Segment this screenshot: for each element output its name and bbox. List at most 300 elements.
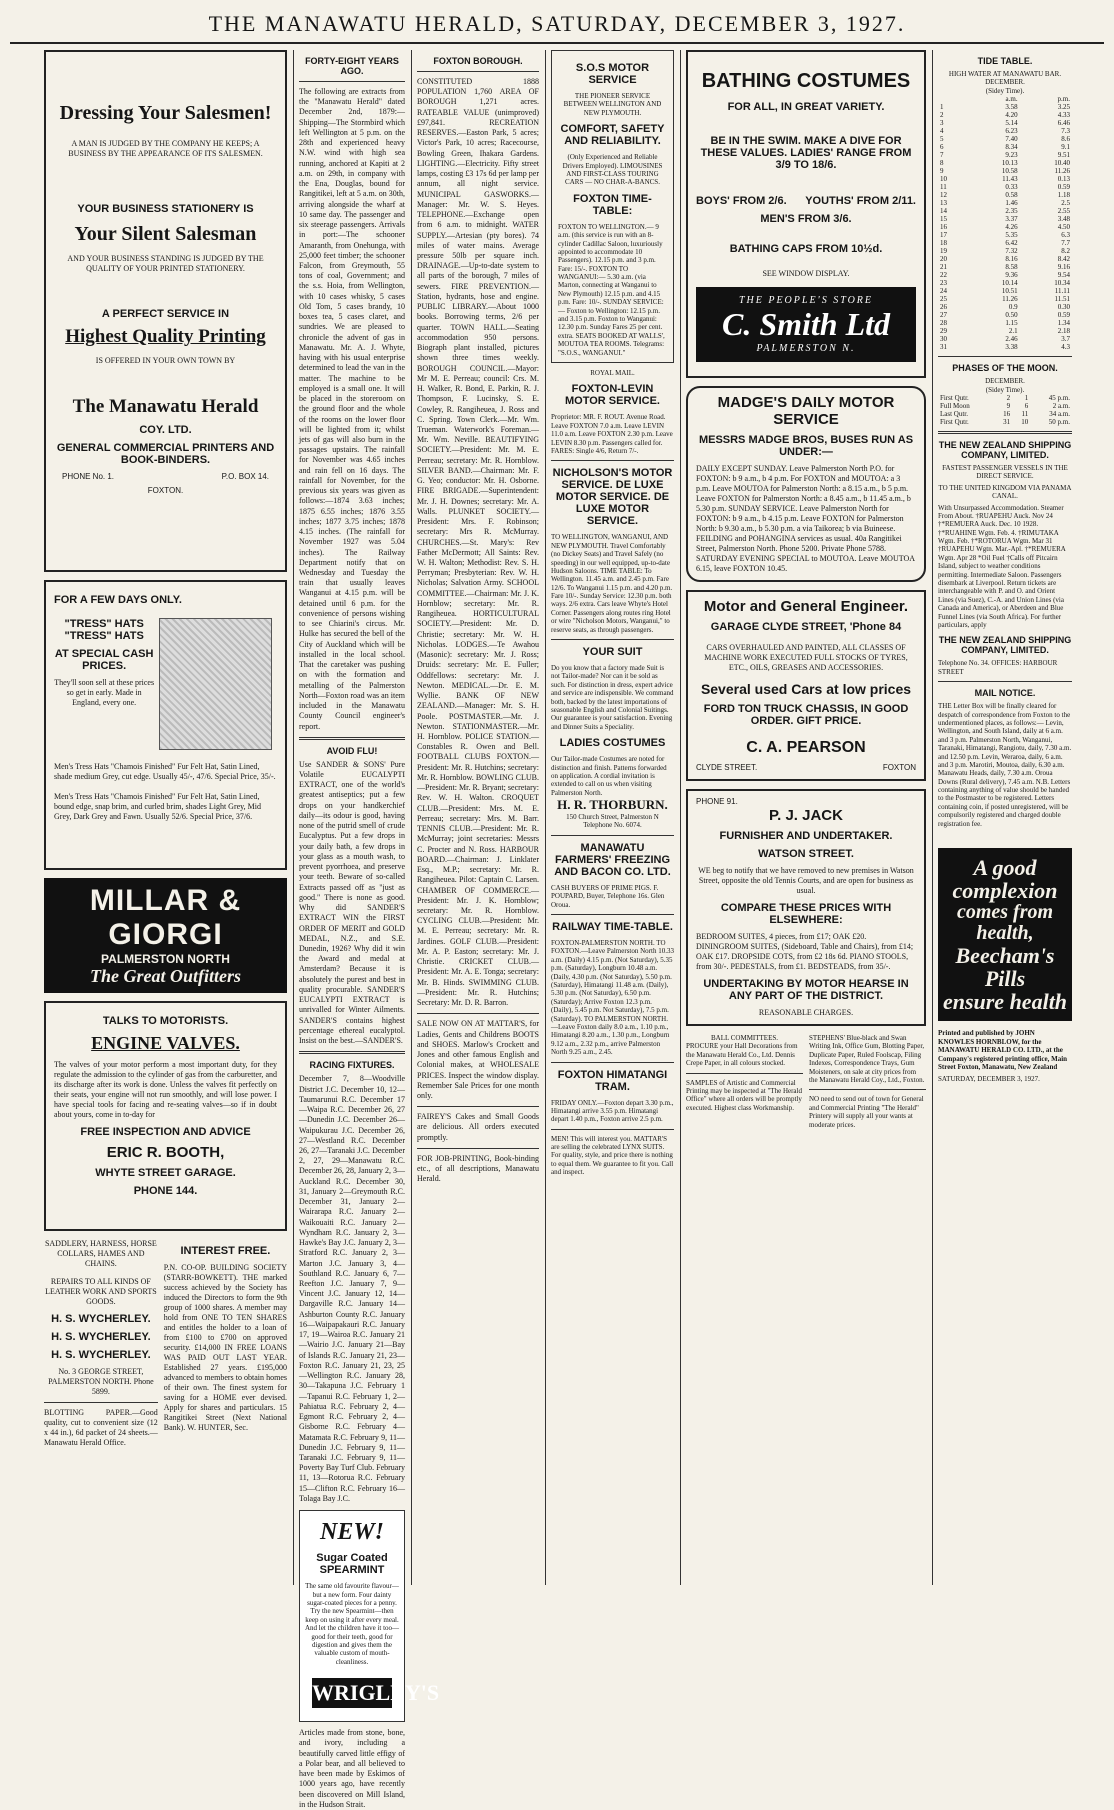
ladies-text: Our Tailor-made Costumes are noted for distinction and finish. Patterns forwarded on application. A cordial invitation is extended to call on us when visiting Palmerston North. <box>551 755 667 797</box>
samples-text: SAMPLES of Artistic and Commercial Printing may be inspected at "The Herald Office" where all orders will be promptly executed. Highest class Workmanship. <box>686 1078 802 1112</box>
tide-cell: 4.26 <box>1005 223 1018 232</box>
tide-row <box>938 231 1072 239</box>
nz-footer: THE NEW ZEALAND SHIPPING COMPANY, LIMITED. <box>938 635 1072 656</box>
thorburn-address: 150 Church Street, Palmerston N Telephone No. 6074. <box>566 813 659 830</box>
ad-text: A MAN IS JUDGED BY THE COMPANY HE KEEPS; A BUSINESS BY THE APPEARANCE OF ITS SALESMEN. <box>68 139 263 158</box>
tide-row <box>938 239 1072 247</box>
ad-pobox: P.O. BOX 14. <box>221 472 269 481</box>
tide-row <box>938 295 1072 303</box>
wycherley-1: H. S. WYCHERLEY. <box>51 1313 151 1325</box>
tide-cell: 12 <box>940 191 947 200</box>
moon-head: PHASES OF THE MOON. <box>952 363 1058 374</box>
tide-row <box>938 159 1072 167</box>
c-smith-town: PALMERSTON N. <box>756 343 856 354</box>
bathing-swim: BE IN THE SWIM. MAKE A DIVE FOR THESE VALUES. LADIES' RANGE FROM 3/9 TO 18/6. <box>700 135 912 171</box>
jack-charges: REASONABLE CHARGES. <box>758 1008 854 1017</box>
tide-sidey: (Sidey Time). <box>985 86 1025 95</box>
farmers-head: MANAWATU FARMERS' FREEZING AND BACON CO. LTD. <box>554 841 671 878</box>
column-3 <box>417 50 539 1585</box>
beecham-line-4: ensure health <box>942 989 1068 1015</box>
tide-cell: 16 <box>940 223 947 232</box>
beecham-line-1: A good complexion <box>952 855 1058 904</box>
column-1 <box>44 50 287 1585</box>
tide-cell: 14 <box>940 207 947 216</box>
moon-cell: 11 <box>1021 409 1029 418</box>
tide-cell: 22 <box>940 271 947 280</box>
tram-head: FOXTON HIMATANGI TRAM. <box>557 1068 668 1093</box>
tide-cell: 13 <box>940 199 947 208</box>
sos-head: S.O.S MOTOR SERVICE <box>575 62 650 86</box>
tram-text: FRIDAY ONLY.—Foxton depart 3.30 p.m., Himatangi arrive 3.55 p.m. Himatangi depart 1.40 p.m., Foxton arrive 2.5 p.m. <box>551 1098 674 1124</box>
herald-printing-ad <box>44 50 287 572</box>
no-need-text: NO need to send out of town for General and Commercial Printing "The Herald" Printery will supply all your wants at moderate prices. <box>809 1095 924 1129</box>
saddlery-text: SADDLERY, HARNESS, HORSE COLLARS, HAMES AND CHAINS. <box>44 1239 157 1268</box>
motor-text: CARS OVERHAULED AND PAINTED, ALL CLASSES OF MACHINE WORK EXECUTED FULL STOCKS OF TYRES, ETC., OILS, GREASES AND ACCESSORIES. <box>704 643 908 672</box>
tide-row <box>938 303 1072 311</box>
hats-item-2: Men's Tress Hats "Chamois Finished" Fur Felt Hat, Satin Lined, bound edge, snap brim, and curled brim, shades Light Grey, Mid Grey, Dark Grey and Fawn. Usually 52/6. Special Price, 37/6. <box>54 792 261 821</box>
articles-text: Articles made from stone, bone, and ivory, including a beautifully carved little effigy of a Polar bear, and all believed to have been made by Eskimos of 1000 years ago, have recently been discovered on Mill Island, in the Hudson Strait. <box>299 1728 405 1809</box>
tide-cell: 11.51 <box>1054 295 1070 304</box>
tide-cell: 1 <box>940 103 944 112</box>
tide-cell: 8 <box>940 159 944 168</box>
tide-row <box>938 343 1072 351</box>
tide-cell: 15 <box>940 215 947 224</box>
wrigley-text: The same old favourite flavour—but a new form. Four dainty sugar-coated pieces for a penny. Try the new Spearmint—then keep on using it after every meal. And let the children have it too—good for their teeth, good for digestion and gives them the valuable custom of mouth-cleanliness. <box>304 1582 400 1666</box>
tide-row <box>938 247 1072 255</box>
tide-row <box>938 135 1072 143</box>
tide-row <box>938 143 1072 151</box>
tide-cell: 10 <box>940 175 947 184</box>
tide-cell: 5.14 <box>1005 119 1018 128</box>
tress-hats-ad <box>44 580 287 870</box>
tide-cell: 19 <box>940 247 947 256</box>
jack-text: WE beg to notify that we have removed to new premises in Watson Street, opposite the old Tennis Courts, and are open for business as usual. <box>698 866 914 895</box>
moon-cell: 34 a.m. <box>1049 409 1070 418</box>
tide-pm-label: p.m. <box>1057 95 1070 104</box>
ad-coy: COY. LTD. <box>139 424 192 436</box>
tide-cell: 27 <box>940 311 947 320</box>
tide-cell: 1.18 <box>1057 191 1070 200</box>
tide-cell: 0.9 <box>1008 303 1018 312</box>
avoid-flu-text: Use SANDER & SONS' Pure Volatile EUCALYPTI EXTRACT, one of the world's greatest antiseptics; put a few drops on your handkerchief daily—its odour is good, having none of the putrid smell of crude Eucalyptus. Put a few drops in your daily bath, a few drops in your glass as a mouth wash, to prevent pyorrhoea, and preserve your teeth. Beware of so-called Extracts passed off as "just as good." There is none as good. Why did SANDER'S EXTRACT WIN the FIRST ORDER OF MERIT and GOLD MEDAL, N.Z., and S.E. Dunedin, 1926? Why did it win the Award and medal at Amsterdam? Because it is absolutely the purest and best in quality procurable. SANDER'S EUCALYPTI EXTRACT is unrivalled for Winter Ailments. SANDER'S contains highest percentage ethereal eucalyptol. Insist on the best.—SANDER'S. <box>299 759 405 1046</box>
tide-cell: 8.42 <box>1057 255 1070 264</box>
sos-text2: (Only Experienced and Reliable Drivers Employed). LIMOUSINES AND FIRST-CLASS TOURING CARS — NO CHAR-A-BANCS. <box>562 153 663 187</box>
nz-fastest: FASTEST PASSENGER VESSELS IN THE DIRECT SERVICE. <box>942 463 1068 481</box>
tide-row <box>938 215 1072 223</box>
tide-cell: 0.50 <box>1005 311 1018 320</box>
forty-eight-text: The following are extracts from the "Manawatu Herald" dated December 2nd, 1879:— Shipping—The Stormbird which left Wellington at 5 p.m. on the 28th and experienced heavy N.W. wind with high sea running, anchored at Kapiti at 2 a.m. on 29th, in company with the Ena, Douglas, bound for Rangitikei, left at 5 a.m. on 30th, arriving alongside the wharf at 10 same day. The passenger and six steerage passengers. Arrivals in port:—The schooner Amaranth, from Onehunga, with 25,000 feet timber; the schooner Falcon, from Greymouth, 55 tons of coal, Government; and the s.s. Hoia, from Wellington, with 10 cases whisky, 5 cases Old Tom, 5 cases brandy, 10 boxes tea, 5 cases claret, and sundries. We are pleased to chronicle the advent of gas in Manawatu. Mr. A. J. Whyte, having with his usual enterprise determined to lead the van in the matter. The machine to be employed is a small one. It will be placed in the storeroom on the ground floor and the whole of the rooms on the lower floor will be lighted from it; whilst jets of gas will also burn in the passages upstairs. The rainfall for November was 4.65 inches and rain fell on 16 days. The rainfall for November, for the previous six years was given as follows:—1874 3.63 inches; 1875 6.55 inches; 1876 3.55 inches; 1877 3.75 inches; 1878 4.15 inches. (The rainfall for November 1927 was 5.04 inches). The Railway Department notify that on Wednesday and Tuesday the train that usually leaves Wanganui at 4.15 p.m. will be detained until 6 p.m. for the convenience of persons wishing to see Chiarini's circus. Mr. Hulke has secured the bell of the City of Auckland which will be installed in the local school. That the caretaker was pushing on with the formation and metalling of the Palmerston North—Foxton road was an item included in the Manawatu County Council engineer's report. <box>299 87 405 731</box>
suit-text: Do you know that a factory made Suit is not Tailor-made? Nor can it be sold as such. For distinction in dress, expert advice and service are indispensible. We command both, backed by the latest importations of seasonable English and Colonial Suitings. Our guarantee is your satisfaction. Evening and Dinner Suits a Speciality. <box>551 664 674 731</box>
beecham-pills-ad <box>938 848 1072 1021</box>
tide-cell: 2.46 <box>1005 335 1018 344</box>
madge-sub: MESSRS MADGE BROS, BUSES RUN AS UNDER:— <box>698 434 914 458</box>
tide-cell: 21 <box>940 263 947 272</box>
thorburn-name: H. R. THORBURN. <box>557 797 668 813</box>
wycherley-3: H. S. WYCHERLEY. <box>51 1349 151 1361</box>
moon-row <box>938 410 1072 418</box>
sale-text: SALE NOW ON AT MATTAR'S, for Ladies, Gents and Childrens BOOTS and SHOES. Marlow's Crockett and Jones and other famous English and Colonial makes, at WHOLESALE PRICES. Inspect the window display. Remember Sale Prices for one month only. <box>417 1019 539 1100</box>
tide-table <box>938 95 1072 351</box>
suit-head: YOUR SUIT <box>582 646 643 659</box>
hats-head: FOR A FEW DAYS ONLY. <box>54 594 182 606</box>
job-printing-text: FOR JOB-PRINTING, Book-binding etc., of all descriptions, Manawatu Herald. <box>417 1153 539 1184</box>
tide-cell: 0.59 <box>1057 183 1070 192</box>
tide-cell: 9.36 <box>1005 271 1018 280</box>
c-smith-logo <box>696 287 916 362</box>
tide-cell: 2.18 <box>1057 327 1070 336</box>
tide-cell: 1.34 <box>1057 319 1070 328</box>
moon-cell: 6 <box>1024 401 1029 410</box>
moon-cell: 31 <box>1003 417 1011 426</box>
tide-row <box>938 167 1072 175</box>
ad-big: Your Silent Salesman <box>74 223 257 245</box>
royal-mail: ROYAL MAIL. <box>590 368 635 377</box>
tide-cell: 0.59 <box>1057 311 1070 320</box>
tide-sub: HIGH WATER AT MANAWATU BAR. <box>948 70 1062 78</box>
railway-head: RAILWAY TIME-TABLE. <box>552 921 673 934</box>
tide-cell: 10.40 <box>1054 159 1070 168</box>
tide-cell: 18 <box>940 239 947 248</box>
tide-row <box>938 111 1072 119</box>
tide-row <box>938 279 1072 287</box>
tide-cell: 9.23 <box>1005 151 1018 160</box>
tide-cell: 17 <box>940 231 947 240</box>
interest-text: P.N. CO-OP. BUILDING SOCIETY (STARR-BOWKETT). THE marked success achieved by the Society has induced the Directors to form the 9th group of 1000 shares. A member may hold from ONE TO TEN SHARES and entitles the holder to a loan of from £100 to £700 on approved security. £14,000 IN FREE LOANS WAS PAID OUT LAST YEAR. Established 27 years. £195,000 advanced to members to obtain homes of their own. The finest system for saving for a HOME ever devised. Apply for shares and particulars. 15 Rangitikei Street (Next National Bank). W. HUNTER, Sec. <box>163 1263 287 1432</box>
tide-cell: 3 <box>940 119 944 128</box>
tide-cell: 9.1 <box>1061 143 1070 152</box>
foxton-borough-text: CONSTITUTED 1888 POPULATION 1,760 AREA OF BOROUGH 1,271 acres. RATEABLE VALUE (unimproved) £97,841. RECREATION RESERVES.—Easton Park, 5 acres; Victor's Park, 10 acres; Racecourse, Bowling Green, Ihakara Gardens. LIGHTING.—Electricity. Fifty street lamps, costing £3 17s 6d per lamp per annum, all night service. MUNICIPAL GASWORKS.—Manager: Mr. W. S. Heyes. TELEPHONE.—Exchange open from 6 a.m. to midnight. WATER SUPPLY.—Artesian (pty bores). 74 miles of water mains. Average pressure 50lb per square inch. DRAINAGE.—Up-to-date system to all parts of the borough, 7 miles of sewers. FIRE PREVENTION.—Station, hydrants, hose and engine. PUBLIC LIBRARY.—About 1000 books. Borrowing terms, 2/6 per quarter. TOWN HALL.—Seating accommodation 950 persons. Biograph plant installed, pictures shown three times weekly. BOROUGH COUNCIL.—Mayor: Mr M. E. Perreau; council: Crs. M. H. Walker, R. Bond, E. Parkin, R. J. Thompson, F. Lucinsky, S. E. Cowley, R. Rangiheuea, J. Ross and C. Spring. Town Clerk.—Mr. Wm. Trueman. Waterwork's Foreman.—Mr. Wm. Neville. BEAUTIFYING SOCIETY.—President: Mr. M. E. Perreau; secretary: Mr. R. Hornblow. SILVER BAND.—Chairman: Mr. F. G. Yeo; conductor: Mr. H. Osborne. FIRE BRIGADE.—Superintendent: Mr. J. H. Downes; secretary: Mr. A. Walls. PLUNKET SOCIETY.—President: Mrs. F. Robinson; secretary: Mrs R. McMurray. CHURCHES.—St. Mary's: Rev Father McDermott; All Saints: Rev. W. H. Walton; Methodist: Rev. S. H. Perryman; Presbyterian: Rev. W. H. Nicholas; Salvation Army. SCHOOL COMMITTEE.—Chairman: Mr. J. K. Hornblow; secretary: Mr. R. Rangiheuea. HORTICULTURAL SOCIETY.—President: Mr. D. Christie; secretary: Mr. W. H. Nicholas. LODGES.—Te Awahou (Masonic): secretary: Mr. J. Ross; Druids: secretary: Mr. E. Fuller; Oddfellows: secretary: Mr. J. Newton. MEDICAL.—Dr. E. M. Wyllie. BANK OF NEW ZEALAND.—Manager: Mr. S. H. Poole. POSTMASTER.—Mr. J. Newton. STATIONMASTER.—Mr. H. Hornblow. POLICE STATION.—Constables R. Owen and Bell. FOOTBALL CLUBS FOXTON.—President: Mr. R. Hutchins; secretary: Mr. R. Hornblow. BOWLING CLUB.—President: Mr. R. Bryant; secretary: Rev. W. H. Walton. CROQUET CLUB.—President: Mrs. M. E. Perreau; secretary: Mrs. M. Barr. TENNIS CLUB.—President: Mr. R. McMurray; joint secretaries: Messrs C. Procter and N. Ross. HARBOUR BOARD.—Chairman: J. Linklater Esq., M.P.; secretary: Mr. R. Rangiheuea. Pilot: Captain C. Larsen. CHAMBER OF COMMERCE.—President: Mr. J. K. Hornblow; secretary: Mr. R. Hornblow. CYCLING CLUB.—President: Mr. M. E. Perreau; secretary: Mr. R. Jardines. GOLF CLUB.—President: Mr. A. P. Easton; secretary: Mr. J. Christie. CRICKET CLUB.—President: Mr. A. E. Tonga; secretary: Mr. B. Hinds. SWIMMING CLUB.—President: Mr. R. Hutchins; Secretary: Mr. D. R. Barron. <box>417 77 539 1008</box>
wycherley-2: H. S. WYCHERLEY. <box>51 1331 151 1343</box>
tide-row <box>938 119 1072 127</box>
tide-cell: 10.58 <box>1001 167 1018 176</box>
bathing-all: FOR ALL, IN GREAT VARIETY. <box>727 101 885 113</box>
nicholson-head: NICHOLSON'S MOTOR SERVICE. DE LUXE MOTOR SERVICE. DE LUXE MOTOR SERVICE. <box>552 467 673 528</box>
tide-cell: 9.54 <box>1057 271 1070 280</box>
beecham-line-3: Beecham's Pills <box>955 943 1055 992</box>
tide-cell: 0.30 <box>1057 303 1070 312</box>
fairey-text: FAIREY'S Cakes and Small Goods are delicious. All orders executed promptly. <box>417 1112 539 1142</box>
tide-row <box>938 319 1072 327</box>
tide-row <box>938 183 1072 191</box>
hats-title: "TRESS" HATS "TRESS" HATS <box>64 618 144 642</box>
moon-row <box>938 418 1072 426</box>
racing-text: December 7, 8—Woodville District J.C. December 10, 12—Taumarunui R.C. December 17—Waipa R.C. December 26, 27—Dunedin J.C. December 26—Waipukurau J.C. December 26, 27—Westland R.C. December 26, 27—Taranaki J.C. December 2, 27, 29—Manawatu R.C. December 26, 28, January 2, 3—Auckland R.C. December 30, 31, January 2—Greymouth R.C. December 31, January 2—Wairarapa R.C. January 2—Waikouaiti R.C. January 2—Wyndham R.C. January 2, 3—Hawke's Bay J.C. January 2, 3—Stratford R.C. January 2, 3—Marton J.C. January 3, 4—Southland R.C. January 6, 7—Reefton J.C. January 7, 9—Vincent J.C. January 12, 14—Dargaville R.C. January 14—Ashburton County R.C. January 16—Waipapakauri R.C. January 17, 19—Wairoa R.C. January 21—Wairio J.C. January 21—Bay of Islands R.C. January 21, 23—Foxton R.C. January 21, 23, 25—Wellington R.C. January 28, 30—Takapuna J.C. February 1—Tapanui R.C. February 1, 2—Pahiatua R.C. February 2, 4—Egmont R.C. February 2, 4—Gisborne R.C. February 4—Matamata R.C. February 9, 11—Dunedin J.C. February 9, 11—Taranaki J.C. February 9, 11—Poverty Bay Turf Club. February 11, 13—Rotorua R.C. February 15—Clifton R.C. February 16—Tolaga Bay J.C. <box>299 1074 405 1503</box>
moon-cell: 2 a.m. <box>1052 401 1070 410</box>
column-6 <box>938 50 1072 1585</box>
nicholson-text: TO WELLINGTON, WANGANUI, AND NEW PLYMOUTH. Travel Comfortably (no Dickey Seats) and Travel Safely (no speeding) in our well equipped, up-to-date Hudson Saloons. TIME TABLE: To Wellington. 11.45 a.m. and 2.45 p.m. Fare 12/6. To Wanganui 1.15 p.m. and 4.20 p.m. Fare 10/-. Sunday Service: 12.30 p.m. both ways. 2/6 extra. Cars leave Whyte's Hotel Corner. Passengers along routes ring Hotel or wire "Nicholson Motors, Wanganui," to reserve seats, as through passengers. <box>551 533 673 634</box>
tide-cell: 0.58 <box>1005 191 1018 200</box>
men-text: MEN! This will interest you. MATTAR'S are selling the celebrated LYNX SUITS. For quality, style, and price there is nothing to equal them. We guarantee to fit you. Call and inspect. <box>551 1134 674 1177</box>
tide-cell: 2 <box>940 111 944 120</box>
ad-sub: YOUR BUSINESS STATIONERY IS <box>77 203 254 215</box>
motor-cars: Several used Cars at low prices <box>700 681 912 697</box>
tide-head: TIDE TABLE. <box>977 56 1033 66</box>
bathing-boys: BOYS' FROM 2/6. <box>696 195 787 207</box>
motor-ford: FORD TON TRUCK CHASSIS, IN GOOD ORDER. GIFT PRICE. <box>703 703 909 727</box>
tide-cell: 28 <box>940 319 947 328</box>
tide-cell: 2.55 <box>1057 207 1070 216</box>
tide-cell: 10.14 <box>1001 279 1018 288</box>
tide-row <box>938 287 1072 295</box>
nz-to: TO THE UNITED KINGDOM VIA PANAMA CANAL. <box>938 483 1072 501</box>
engine-free: FREE INSPECTION AND ADVICE <box>80 1126 251 1138</box>
tide-cell: 8.2 <box>1061 247 1070 256</box>
tide-cell: 6.23 <box>1005 127 1018 136</box>
avoid-flu-head: AVOID FLU! <box>326 745 378 756</box>
moon-cell: 10 <box>1021 417 1029 426</box>
tide-cell: 8.34 <box>1005 143 1018 152</box>
tide-row <box>938 271 1072 279</box>
moon-cell: First Qutr. <box>940 417 969 426</box>
engine-name: ERIC R. BOOTH, <box>106 1144 225 1161</box>
bathing-mens: MEN'S FROM 3/6. <box>760 213 852 225</box>
tide-cell: 2.5 <box>1061 199 1070 208</box>
tide-row <box>938 191 1072 199</box>
engine-garage: WHYTE STREET GARAGE. <box>95 1167 236 1179</box>
nz-shipping-head: THE NEW ZEALAND SHIPPING COMPANY, LIMITED. <box>938 439 1072 460</box>
moon-cell: 2 <box>1006 393 1011 402</box>
stephens-text: STEPHENS' Blue-black and Swan Writing Ink, Office Gum, Blotting Paper, Duplicate Paper, Ruled Foolscap, Filing Indexes, Correspondence Trays, Gum Moisteners, on sale at city prices from the Manawatu Herald Coy., Ltd., Foxton. <box>809 1034 925 1084</box>
madge-motor-ad <box>686 386 926 582</box>
jack-undertaking: UNDERTAKING BY MOTOR HEARSE IN ANY PART OF THE DISTRICT. <box>703 978 909 1002</box>
ad-foxton: FOXTON. <box>147 486 184 495</box>
millar-town: PALMERSTON NORTH <box>101 952 230 966</box>
tide-cell: 25 <box>940 295 947 304</box>
tide-cell: 3.58 <box>1005 103 1018 112</box>
tide-cell: 0.33 <box>1005 183 1018 192</box>
wrigley-ad <box>299 1510 440 1722</box>
sos-timetable: FOXTON TIME-TABLE: <box>573 192 652 217</box>
tide-row <box>938 207 1072 215</box>
tide-row <box>938 175 1072 183</box>
tide-cell: 1.46 <box>1005 199 1018 208</box>
tide-cell: 29 <box>940 327 947 336</box>
nz-tel: Telephone No. 34. OFFICES: HARBOUR STREET <box>938 659 1058 676</box>
moon-table <box>938 394 1072 426</box>
hats-item-1: Men's Tress Hats "Chamois Finished" Fur Felt Hat, Satin Lined, shade medium Grey, cut edge. Usually 45/-, 47/6. Special Price, 35/-. <box>54 762 276 781</box>
wycherley-address: No. 3 GEORGE STREET, PALMERSTON NORTH. Phone 5899. <box>48 1367 154 1396</box>
moon-cell: 45 p.m. <box>1048 393 1070 402</box>
foxton-borough-head: FOXTON BOROUGH. <box>433 56 523 66</box>
engine-text: The valves of your motor perform a most important duty, for they regulate the admission to the cylinder of gas from the carburetter, and its discharge after its work is done. Unless the valves fit perfectly on their seats, your engine will not run smoothly, and will lose power. I have special tools for facing and re-seating valves—so if in doubt about yours, come in to-day for <box>54 1060 277 1119</box>
tide-cell: 24 <box>940 287 947 296</box>
ball-head: BALL COMMITTEES. <box>710 1034 779 1042</box>
tide-cell: 10.51 <box>1001 287 1018 296</box>
levin-text: Proprietor: MR. F. ROUT. Avenue Road. Leave FOXTON 7.0 a.m. Leave LEVIN 11.0 a.m. Leave FOXTON 2.30 p.m. Leave LEVIN 8.30 p.m. Passengers called for. FARES: Single 4/6, Return 7/-. <box>551 413 673 455</box>
tide-cell: 31 <box>940 343 947 352</box>
tide-am-label: a.m. <box>1005 95 1018 104</box>
tide-cell: 3.25 <box>1057 103 1070 112</box>
tide-cell: 9.51 <box>1057 151 1070 160</box>
madge-head: MADGE'S DAILY MOTOR SERVICE <box>717 394 895 428</box>
tide-cell: 7.3 <box>1061 127 1070 136</box>
tide-cell: 3.38 <box>1005 343 1018 352</box>
moon-cell: 16 <box>1003 409 1011 418</box>
blotting-paper: BLOTTING PAPER.—Good quality, cut to convenient size (12 x 44 in.), 6d packet of 24 sheets.—Manawatu Herald Office. <box>44 1408 158 1447</box>
jack-street: WATSON STREET. <box>758 848 854 860</box>
masthead-title: THE MANAWATU HERALD, SATURDAY, DECEMBER 3, 1927. <box>208 11 906 36</box>
tide-cell: 23 <box>940 279 947 288</box>
engine-title: ENGINE VALVES. <box>91 1033 240 1053</box>
moon-cell: Full Moon <box>940 401 970 410</box>
tide-cell: 10.13 <box>1001 159 1018 168</box>
column-5 <box>686 50 926 1585</box>
moon-cell: Last Qutr. <box>940 409 968 418</box>
imprint-date: SATURDAY, DECEMBER 3, 1927. <box>938 1075 1040 1084</box>
tide-cell: 11.26 <box>1002 295 1018 304</box>
wrigley-sugar: Sugar Coated SPEARMINT <box>316 1552 388 1577</box>
tide-row <box>938 127 1072 135</box>
railway-text: FOXTON-PALMERSTON NORTH. TO FOXTON.—Leave Palmerston North 10.33 a.m. (Daily) 4.15 p.m. (Not Saturday), 5.35 p.m. (Saturday), Longburn 10.48 a.m. (Daily, 4.30 p.m. (Not Saturday), 5.50 p.m. (Saturday), Himatangi 11.48 a.m. (Daily), 5.30 p.m. (Not Saturday), 6.50 p.m. (Saturday); Arrive Foxton 12.3 p.m. (Daily), 5.45 p.m. Not Saturday), 7.5 p.m. (Saturday). TO PALMERSTON NORTH.—Leave Foxton daily 8.0 a.m., 1.10 p.m., Himatangi 8.20 a.m., 1.30 p.m., Longburn 9.12 a.m., 2.32 p.m., arrive Palmerston North 9.25 a.m., 2.45. <box>551 939 674 1057</box>
moon-month: DECEMBER. <box>985 377 1025 386</box>
tide-row <box>938 199 1072 207</box>
c-smith-name: C. Smith Ltd <box>721 306 891 342</box>
tide-cell: 11 <box>940 183 947 192</box>
tide-row <box>938 263 1072 271</box>
tide-row <box>938 255 1072 263</box>
moon-cell: 9 <box>1006 401 1011 410</box>
imprint: Printed and published by JOHN KNOWLES HORNBLOW, for the MANAWATU HERALD CO. LTD., at the Company's registered printing office, Main Street Foxton, Manawatu, New Zealand <box>938 1029 1068 1072</box>
millar-giorgi-logo <box>44 878 287 993</box>
sos-comfort: COMFORT, SAFETY AND RELIABILITY. <box>560 123 665 148</box>
tide-cell: 1.15 <box>1005 319 1018 328</box>
ball-text: PROCURE your Hall Decorations from the Manawatu Herald Co., Ltd. Dennis Crepe Paper, in all colours stocked. <box>686 1042 798 1068</box>
pearson-town: FOXTON <box>882 763 916 772</box>
tide-cell: 0.13 <box>1057 175 1070 184</box>
levin-head: FOXTON-LEVIN MOTOR SERVICE. <box>565 383 660 408</box>
ad-service: A PERFECT SERVICE IN <box>101 308 230 320</box>
tide-cell: 7.40 <box>1005 135 1018 144</box>
hats-text: They'll soon sell at these prices so get in early. Made in England, every one. <box>54 678 155 707</box>
tide-cell: 4 <box>940 127 944 136</box>
beecham-line-2: comes from health, <box>956 901 1054 945</box>
tide-cell: 11.26 <box>1054 167 1070 176</box>
racing-head: RACING FIXTURES. <box>309 1060 395 1071</box>
tide-cell: 11.11 <box>1054 287 1070 296</box>
wrigley-new: NEW! <box>319 1519 385 1546</box>
engine-phone: PHONE 144. <box>133 1185 198 1197</box>
saddlery-repairs: REPAIRS TO ALL KINDS OF LEATHER WORK AND SPORTS GOODS. <box>45 1277 157 1306</box>
tide-cell: 3.7 <box>1061 335 1070 344</box>
forty-eight-head: FORTY-EIGHT YEARS AGO. <box>305 56 399 76</box>
ladies-head: LADIES COSTUMES <box>559 737 666 750</box>
jack-trade: FURNISHER AND UNDERTAKER. <box>719 830 893 842</box>
tide-cell: 6.46 <box>1057 119 1070 128</box>
jack-compare: COMPARE THESE PRICES WITH ELSEWHERE: <box>720 902 892 926</box>
tide-cell: 8.58 <box>1005 263 1018 272</box>
engine-head: TALKS TO MOTORISTS. <box>102 1015 229 1027</box>
tide-cell: 26 <box>940 303 947 312</box>
tide-cell: 3.48 <box>1057 215 1070 224</box>
ad-phone: PHONE No. 1. <box>62 472 115 481</box>
sos-text: THE PIONEER SERVICE BETWEEN WELLINGTON AND NEW PLYMOUTH. <box>563 92 662 117</box>
pearson-name: C. A. PEARSON <box>746 739 866 756</box>
hat-illustration <box>159 618 271 750</box>
moon-sidey: (Sidey Time). <box>985 385 1025 394</box>
ad-headline: Dressing Your Salesmen! <box>59 102 272 124</box>
tide-cell: 10.34 <box>1054 279 1070 288</box>
mail-head: MAIL NOTICE. <box>974 688 1036 699</box>
column-4 <box>551 50 674 1585</box>
tide-row <box>938 327 1072 335</box>
bathing-youths: YOUTHS' FROM 2/11. <box>805 195 916 207</box>
wrigley-name: WRIGLEY'S <box>312 1678 392 1708</box>
sos-motor-ad <box>551 50 674 363</box>
ad-general: GENERAL COMMERCIAL PRINTERS AND BOOK-BINDERS. <box>56 442 275 466</box>
tide-row <box>938 151 1072 159</box>
tide-cell: 11.43 <box>1002 175 1018 184</box>
sos-times: FOXTON TO WELLINGTON.— 9 a.m. (this service is run with an 8-cylinder Cadillac Saloon, luxuriously appointed to accommodate 10 Passengers). 12.15 p.m. and 3 p.m. Fare: 15/-. FOXTON TO WANGANUI:— 5.30 a.m. (via Marton, connecting at Wanganui to New Plymouth) 12.15 p.m. and 4.15 p.m. Fare: 10/-. SUNDAY SERVICE:— Foxton to Wellington: 12.15 p.m. and 3.15 p.m. Foxton to Wanganui: 12.30 p.m. Sunday Fares 25 per cent. extra. SEATS BOOKED AT WALLS', MOUTOA TEA ROOMS. Telegrams: "S.O.S., WANGANUI." <box>558 222 665 357</box>
jack-name: P. J. JACK <box>769 807 843 824</box>
tide-cell: 4.50 <box>1057 223 1070 232</box>
motor-garage: GARAGE CLYDE STREET, 'Phone 84 <box>710 621 902 633</box>
moon-cell: First Qutr. <box>940 393 969 402</box>
jack-phone: PHONE 91. <box>696 797 738 806</box>
tide-cell: 7 <box>940 151 944 160</box>
tide-cell: 20 <box>940 255 947 264</box>
bathing-window: SEE WINDOW DISPLAY. <box>762 269 850 278</box>
column-2 <box>299 50 440 1809</box>
tide-cell: 30 <box>940 335 947 344</box>
tide-cell: 6 <box>940 143 944 152</box>
millar-name: MILLAR & GIORGI <box>89 884 242 951</box>
hats-sub: AT SPECIAL CASH PRICES. <box>54 648 154 672</box>
tide-row <box>938 335 1072 343</box>
ad-quality: Highest Quality Printing <box>65 326 266 347</box>
tide-cell: 2.1 <box>1008 327 1018 336</box>
madge-text: DAILY EXCEPT SUNDAY. Leave Palmerston North P.O. for FOXTON: b 9 a.m., b 4 p.m. For FOXTON and MOUTOA: a 3 p.m. Leave MOUTOA for Palmerston North: a 8.15 a.m., b 5 p.m. Leave FOXTON for Palmerston North: a 8.45 a.m., b 11.45 a.m., b 5.30 p.m. SUNDAY SERVICE. Leave Palmerston North for FOXTON: b 9 a.m., b 4.15 p.m. Leave FOXTON for Palmerston North: b 9.30 a.m., b 5.30 p.m. a via Taikorea; b via Buineese. FEILDING and POHANGINA services as usual. 40a Rangitikei Street, Palmerston North. Phone 5200. Private Phone 5788. SATURDAY EVENING SPECIAL to MOUTOA. Leave MOUTOA 6.15, leave FOXTON 10.45. <box>696 464 915 573</box>
tide-cell: 7.32 <box>1005 247 1018 256</box>
millar-slogan: The Great Outfitters <box>90 966 241 986</box>
jack-furnisher-ad <box>686 789 926 1026</box>
tide-row <box>938 223 1072 231</box>
pearson-street: CLYDE STREET. <box>696 763 758 772</box>
engine-valves-ad <box>44 1001 287 1231</box>
tide-cell: 6.42 <box>1005 239 1018 248</box>
farmers-text: CASH BUYERS OF PRIME PIGS. F. POUPARD, Buyer, Telephone 16s. Glen Oroua. <box>551 883 665 909</box>
tide-cell: 2.35 <box>1005 207 1018 216</box>
tide-cell: 4.33 <box>1057 111 1070 120</box>
masthead <box>10 6 1104 44</box>
pearson-engineer-ad <box>686 590 926 781</box>
bathing-head: BATHING COSTUMES <box>701 70 911 92</box>
ad-company: The Manawatu Herald <box>72 396 259 417</box>
tide-cell: 8.16 <box>1005 255 1018 264</box>
ad-text2: AND YOUR BUSINESS STANDING IS JUDGED BY THE QUALITY OF YOUR PRINTED STATIONERY. <box>67 254 264 273</box>
bathing-costumes-ad <box>686 50 926 378</box>
tide-cell: 7.7 <box>1061 239 1070 248</box>
nz-text: With Unsurpassed Accommodation. Steamer From About. †RUAPEHU Auck. Nov 24 †*REMUERA Auck. Dec. 10 1928. †*RUAHINE Wgtn. Feb. 4. †RIMUTAKA Wgtn. Feb. †*ROTORUA Wgtn. Mar 31 †RUAPEHU Wgtn. Mar.-Apl. †*REMUERA Wgtn. Apr 28 *Oil Fuel †Calls off Pitcairn Island, subject to weather conditions permitting. Intermediate Saloon. Passengers disembark at Liverpool. Return tickets are interchangeable with P. and O. and Orient Lines (via Suez), C.-A. and Union Lines (via Canada and America), or Aberdeen and Blue Funnel Lines (via South Africa). For further particulars, apply <box>938 503 1066 629</box>
moon-cell: 50 p.m. <box>1048 417 1070 426</box>
c-smith-store: THE PEOPLE'S STORE <box>738 295 874 306</box>
ad-offered: IS OFFERED IN YOUR OWN TOWN BY <box>95 356 236 365</box>
tide-cell: 6.3 <box>1061 231 1070 240</box>
mail-text: THE Letter Box will be finally cleared for despatch of correspondence from Foxton to the undermentioned places, as follows:— Levin, Wellington, and South Island, daily at 6 a.m. and 3 p.m. Palmerston North, Wanganui, Taranaki, Himatangi, Rangiotu, daily, 7.30 a.m. and 12.50 p.m. Levin, Weraroa, daily, 6 a.m. and 3 p.m. Marotiri, Moutoa, daily, 6.30 a.m. Manawatu Heads, daily, 7.30 a.m. Oroua Downs (Rural delivery), 7.45 a.m. N.B. Letters containing anything of value should be handed to the Postmaster to be registered. Letters containing coin, if posted unregistered, will be compulsorily registered and charged double registration fee. <box>938 702 1072 828</box>
tide-row <box>938 103 1072 111</box>
moon-row <box>938 402 1072 410</box>
tide-cell: 5 <box>940 135 944 144</box>
jack-prices: BEDROOM SUITES, 4 pieces, from £17; OAK £20. DININGROOM SUITES, (Sideboard, Table and Chairs), from £14; OAK £17. DROPSIDE COTS, from £2 18s 6d. PIANO STOOLS, from 30/-. PEDESTALS, from £1. BEDSTEADS, from 35/-. <box>696 932 914 971</box>
interest-head: INTEREST FREE. <box>180 1245 271 1257</box>
bathing-caps: BATHING CAPS FROM 10½d. <box>729 243 883 255</box>
tide-cell: 4.3 <box>1061 343 1070 352</box>
tide-cell: 9.16 <box>1057 263 1070 272</box>
moon-cell: 1 <box>1024 393 1029 402</box>
tide-cell: 8.6 <box>1061 135 1070 144</box>
tide-row <box>938 311 1072 319</box>
tide-cell: 9 <box>940 167 944 176</box>
tide-cell: 5.35 <box>1005 231 1018 240</box>
